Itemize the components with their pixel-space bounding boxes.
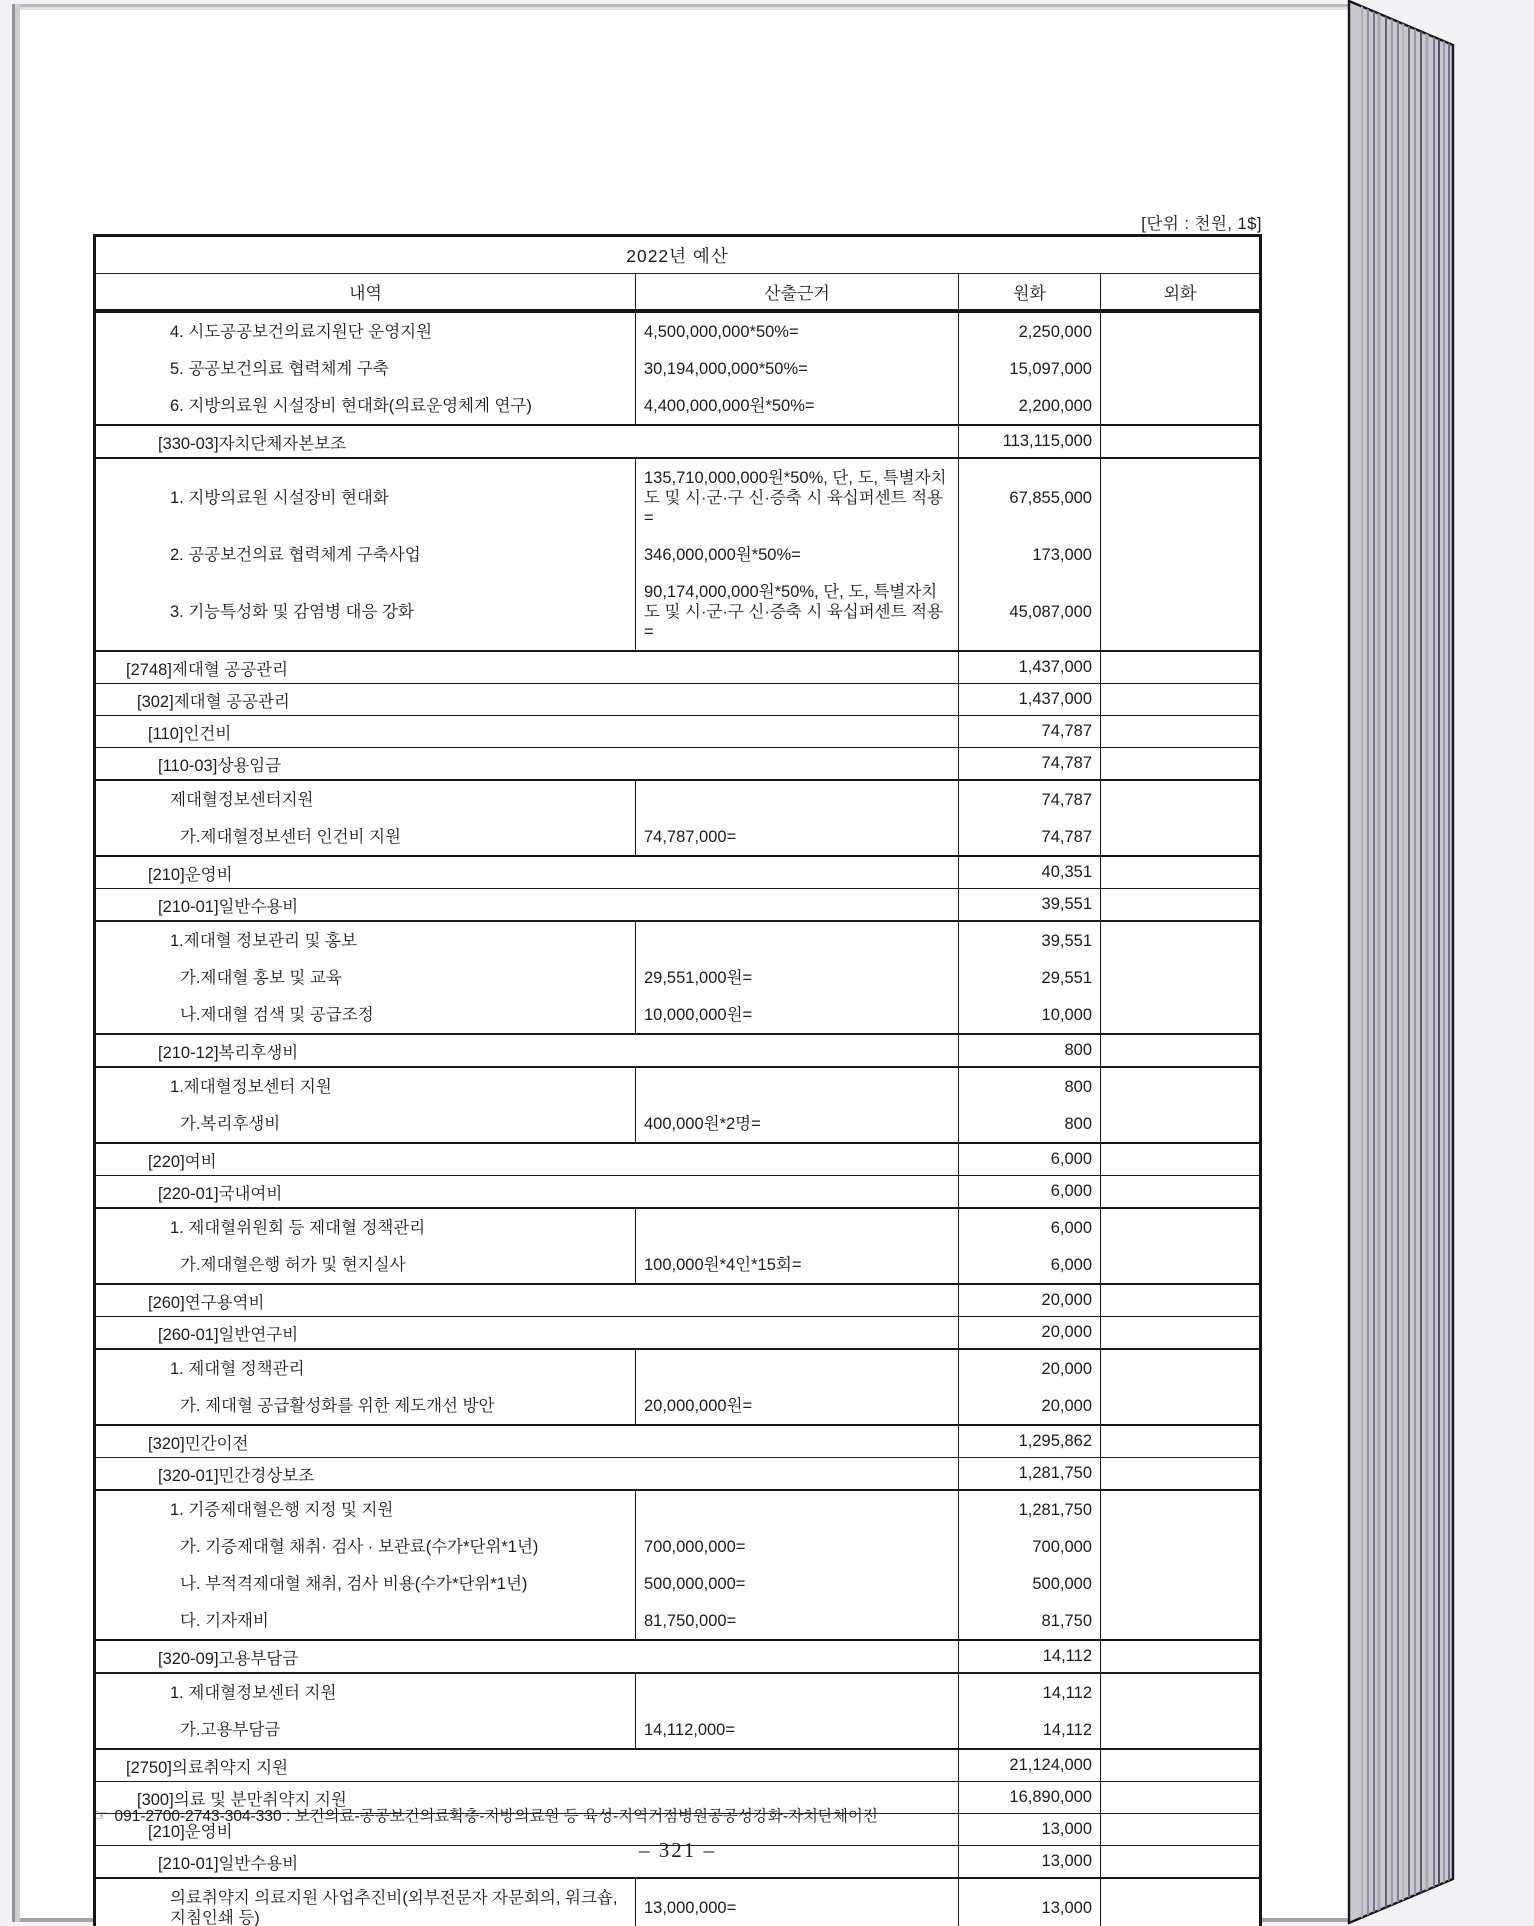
section-krw-amount: 1,295,862 xyxy=(958,1426,1100,1457)
item-krw-amount: 173,000 xyxy=(958,536,1100,573)
item-calc-basis: 13,000,000= xyxy=(635,1879,958,1926)
pointing-hand-icon: ☞ xyxy=(94,1807,108,1824)
col-header-detail: 내역 xyxy=(349,284,382,303)
item-foreign-amount xyxy=(1100,922,1259,959)
page-stack-edge xyxy=(1346,0,1464,1926)
section-label: [210-12]복리후생비 xyxy=(158,1043,299,1062)
section-foreign-amount xyxy=(1100,1144,1259,1175)
section-label: [210]운영비 xyxy=(148,1822,233,1841)
item-calc-basis: 4,500,000,000*50%= xyxy=(635,313,958,350)
section-krw-amount: 74,787 xyxy=(958,748,1100,779)
item-calc-basis xyxy=(635,1491,958,1528)
item-krw-amount: 67,855,000 xyxy=(958,459,1100,536)
section-krw-amount: 6,000 xyxy=(958,1176,1100,1207)
table-row-section xyxy=(96,748,1259,780)
item-label: 2. 공공보건의료 협력체계 구축사업 xyxy=(170,545,421,564)
item-calc-basis: 20,000,000원= xyxy=(635,1387,958,1424)
table-row-section xyxy=(96,684,1259,716)
section-krw-amount: 14,112 xyxy=(958,1641,1100,1672)
section-foreign-amount xyxy=(1100,1176,1259,1207)
item-label: 1. 제대혈 정책관리 xyxy=(170,1359,305,1378)
table-row-item-block xyxy=(96,1878,1259,1926)
item-krw-amount: 6,000 xyxy=(958,1209,1100,1246)
item-calc-basis: 346,000,000원*50%= xyxy=(635,536,958,573)
table-title: 2022년 예산 xyxy=(96,237,1259,274)
section-label: [330-03]자치단체자본보조 xyxy=(158,434,347,453)
table-row-section xyxy=(96,716,1259,748)
table-column-header-row xyxy=(96,274,1259,312)
item-krw-amount: 14,112 xyxy=(958,1674,1100,1711)
item-foreign-amount xyxy=(1100,1528,1259,1565)
paper-sheet xyxy=(12,4,1354,1926)
item-calc-basis: 81,750,000= xyxy=(635,1602,958,1639)
table-row-item-block xyxy=(96,1349,1259,1426)
unit-label: [단위 : 천원, 1$] xyxy=(1141,215,1262,233)
section-label: [220-01]국내여비 xyxy=(158,1184,283,1203)
budget-table xyxy=(93,234,1262,1926)
item-foreign-amount xyxy=(1100,1387,1259,1424)
item-foreign-amount xyxy=(1100,1602,1259,1639)
table-row-section xyxy=(96,1426,1259,1458)
item-foreign-amount xyxy=(1100,1105,1259,1142)
item-calc-basis: 30,194,000,000*50%= xyxy=(635,350,958,387)
item-krw-amount: 10,000 xyxy=(958,996,1100,1033)
item-label: 나.제대혈 검색 및 공급조정 xyxy=(180,1005,374,1024)
section-label: [260]연구용역비 xyxy=(148,1293,265,1312)
table-row-section xyxy=(96,1750,1259,1782)
table-row-item-block xyxy=(96,780,1259,857)
col-header-foreign: 외화 xyxy=(1100,274,1259,309)
item-label: 다. 기자재비 xyxy=(180,1611,269,1630)
table-row-section xyxy=(96,1458,1259,1490)
item-calc-basis xyxy=(635,922,958,959)
table-row-section xyxy=(96,1641,1259,1673)
table-row-section xyxy=(96,426,1259,458)
section-krw-amount: 1,281,750 xyxy=(958,1458,1100,1489)
item-krw-amount: 2,200,000 xyxy=(958,387,1100,424)
col-header-krw: 원화 xyxy=(958,274,1100,309)
section-krw-amount: 1,437,000 xyxy=(958,684,1100,715)
item-label: 1. 기증제대혈은행 지정 및 지원 xyxy=(170,1500,394,1519)
item-calc-basis xyxy=(635,1350,958,1387)
item-label: 1. 지방의료원 시설장비 현대화 xyxy=(170,488,389,507)
table-row-section xyxy=(96,1035,1259,1067)
item-label: 가.고용부담금 xyxy=(180,1720,281,1739)
section-foreign-amount xyxy=(1100,1458,1259,1489)
item-krw-amount: 800 xyxy=(958,1068,1100,1105)
section-krw-amount: 39,551 xyxy=(958,889,1100,920)
footnote-text: 091-2700-2743-304-330 : 보건의료-공공보건의료확충-지방의료원 등 육성-지역거점병원공공성강화-자치단체이전 xyxy=(114,1808,878,1825)
item-label: 가. 기증제대혈 채취· 검사 · 보관료(수가*단위*1년) xyxy=(180,1537,539,1556)
item-foreign-amount xyxy=(1100,573,1259,650)
section-krw-amount: 21,124,000 xyxy=(958,1750,1100,1781)
section-krw-amount: 16,890,000 xyxy=(958,1782,1100,1813)
section-foreign-amount xyxy=(1100,889,1259,920)
section-foreign-amount xyxy=(1100,857,1259,888)
section-label: [110-03]상용임금 xyxy=(158,756,282,775)
section-label: [210-01]일반수용비 xyxy=(158,897,299,916)
section-label: [210-01]일반수용비 xyxy=(158,1854,299,1873)
item-label: 나. 부적격제대혈 채취, 검사 비용(수가*단위*1년) xyxy=(180,1574,528,1593)
item-foreign-amount xyxy=(1100,781,1259,818)
item-calc-basis: 10,000,000원= xyxy=(635,996,958,1033)
item-krw-amount: 74,787 xyxy=(958,781,1100,818)
section-label: [320-01]민간경상보조 xyxy=(158,1466,315,1485)
section-label: [220]여비 xyxy=(148,1152,217,1171)
section-krw-amount: 74,787 xyxy=(958,716,1100,747)
item-krw-amount: 1,281,750 xyxy=(958,1491,1100,1528)
item-calc-basis: 90,174,000,000원*50%, 단, 도, 특별자치도 및 시·군·구 신·증축 시 육십퍼센트 적용= xyxy=(635,573,958,650)
section-foreign-amount xyxy=(1100,1641,1259,1672)
item-label: 1.제대혈정보센터 지원 xyxy=(170,1077,332,1096)
item-krw-amount: 800 xyxy=(958,1105,1100,1142)
section-foreign-amount xyxy=(1100,652,1259,683)
item-krw-amount: 500,000 xyxy=(958,1565,1100,1602)
table-row-section xyxy=(96,1144,1259,1176)
section-krw-amount: 113,115,000 xyxy=(958,426,1100,457)
item-foreign-amount xyxy=(1100,1068,1259,1105)
item-calc-basis xyxy=(635,1674,958,1711)
page-stack-illustration xyxy=(1346,0,1464,1926)
item-krw-amount: 2,250,000 xyxy=(958,313,1100,350)
section-krw-amount: 6,000 xyxy=(958,1144,1100,1175)
item-krw-amount: 20,000 xyxy=(958,1350,1100,1387)
item-label: 1. 제대혈정보센터 지원 xyxy=(170,1683,337,1702)
table-row-item-block xyxy=(96,1490,1259,1641)
item-krw-amount: 20,000 xyxy=(958,1387,1100,1424)
table-row-section xyxy=(96,1176,1259,1208)
table-row-item-block xyxy=(96,1673,1259,1750)
item-krw-amount: 81,750 xyxy=(958,1602,1100,1639)
section-label: [302]제대혈 공공관리 xyxy=(137,692,290,711)
table-row-section xyxy=(96,652,1259,684)
table-row-item-block xyxy=(96,1067,1259,1144)
item-foreign-amount xyxy=(1100,387,1259,424)
section-label: [300]의료 및 분만취약지 지원 xyxy=(137,1790,347,1809)
item-foreign-amount xyxy=(1100,996,1259,1033)
section-foreign-amount xyxy=(1100,1285,1259,1316)
item-foreign-amount xyxy=(1100,1674,1259,1711)
item-label: 가.복리후생비 xyxy=(180,1114,281,1133)
table-rows xyxy=(96,312,1259,1926)
item-label: 6. 지방의료원 시설장비 현대화(의료운영체계 연구) xyxy=(170,396,532,415)
section-label: [2750]의료취약지 지원 xyxy=(126,1758,289,1777)
section-krw-amount: 800 xyxy=(958,1035,1100,1066)
item-krw-amount: 13,000 xyxy=(958,1879,1100,1926)
table-row-section xyxy=(96,889,1259,921)
footnote xyxy=(94,1804,1274,1826)
section-krw-amount: 40,351 xyxy=(958,857,1100,888)
item-foreign-amount xyxy=(1100,459,1259,536)
item-calc-basis: 4,400,000,000원*50%= xyxy=(635,387,958,424)
section-label: [320]민간이전 xyxy=(148,1434,249,1453)
item-calc-basis: 700,000,000= xyxy=(635,1528,958,1565)
item-krw-amount: 700,000 xyxy=(958,1528,1100,1565)
table-row-item-block xyxy=(96,1208,1259,1285)
item-label: 가.제대혈은행 허가 및 현지실사 xyxy=(180,1255,406,1274)
table-row-item-block xyxy=(96,921,1259,1035)
section-label: [320-09]고용부담금 xyxy=(158,1649,299,1668)
item-foreign-amount xyxy=(1100,1350,1259,1387)
item-label: 5. 공공보건의료 협력체계 구축 xyxy=(170,359,389,378)
section-label: [2748]제대혈 공공관리 xyxy=(126,660,289,679)
item-krw-amount: 74,787 xyxy=(958,818,1100,855)
item-krw-amount: 15,097,000 xyxy=(958,350,1100,387)
item-label: 3. 기능특성화 및 감염병 대응 강화 xyxy=(170,602,414,621)
section-krw-amount: 13,000 xyxy=(958,1846,1100,1877)
section-label: [260-01]일반연구비 xyxy=(158,1325,299,1344)
section-label: [110]인건비 xyxy=(148,724,232,743)
section-foreign-amount xyxy=(1100,1426,1259,1457)
item-calc-basis: 29,551,000원= xyxy=(635,959,958,996)
table-row-item-block xyxy=(96,312,1259,426)
section-foreign-amount xyxy=(1100,684,1259,715)
section-foreign-amount xyxy=(1100,748,1259,779)
item-label: 1.제대혈 정보관리 및 홍보 xyxy=(170,931,357,950)
item-foreign-amount xyxy=(1100,536,1259,573)
item-label: 가. 제대혈 공급활성화를 위한 제도개선 방안 xyxy=(180,1396,495,1415)
section-foreign-amount xyxy=(1100,716,1259,747)
section-foreign-amount xyxy=(1100,1750,1259,1781)
table-row-item-block xyxy=(96,458,1259,652)
item-foreign-amount xyxy=(1100,959,1259,996)
item-calc-basis: 100,000원*4인*15회= xyxy=(635,1246,958,1283)
section-foreign-amount xyxy=(1100,426,1259,457)
section-foreign-amount xyxy=(1100,1035,1259,1066)
item-calc-basis xyxy=(635,1068,958,1105)
item-foreign-amount xyxy=(1100,350,1259,387)
page-number: – 321 – xyxy=(639,1838,716,1862)
item-calc-basis: 135,710,000,000원*50%, 단, 도, 특별자치도 및 시·군·구 신·증축 시 육십퍼센트 적용= xyxy=(635,459,958,536)
item-label: 가.제대혈정보센터 인건비 지원 xyxy=(180,827,401,846)
item-krw-amount: 45,087,000 xyxy=(958,573,1100,650)
item-foreign-amount xyxy=(1100,1711,1259,1748)
item-label: 1. 제대혈위원회 등 제대혈 정책관리 xyxy=(170,1218,426,1237)
item-foreign-amount xyxy=(1100,1246,1259,1283)
section-krw-amount: 1,437,000 xyxy=(958,652,1100,683)
item-foreign-amount xyxy=(1100,313,1259,350)
item-krw-amount: 29,551 xyxy=(958,959,1100,996)
item-krw-amount: 39,551 xyxy=(958,922,1100,959)
item-calc-basis: 500,000,000= xyxy=(635,1565,958,1602)
item-foreign-amount xyxy=(1100,1209,1259,1246)
col-header-basis: 산출근거 xyxy=(635,274,958,309)
item-krw-amount: 6,000 xyxy=(958,1246,1100,1283)
item-label: 제대혈정보센터지원 xyxy=(170,790,314,809)
section-label: [210]운영비 xyxy=(148,865,233,884)
section-krw-amount: 20,000 xyxy=(958,1285,1100,1316)
table-row-section xyxy=(96,1317,1259,1349)
item-label: 가.제대혈 홍보 및 교육 xyxy=(180,968,342,987)
item-foreign-amount xyxy=(1100,818,1259,855)
item-calc-basis: 74,787,000= xyxy=(635,818,958,855)
item-foreign-amount xyxy=(1100,1879,1259,1926)
item-calc-basis xyxy=(635,1209,958,1246)
item-calc-basis: 400,000원*2명= xyxy=(635,1105,958,1142)
item-calc-basis xyxy=(635,781,958,818)
table-row-section xyxy=(96,1285,1259,1317)
item-label: 의료취약지 의료지원 사업추진비(외부전문자 자문회의, 워크숍, 지침인쇄 등) xyxy=(170,1888,618,1926)
section-krw-amount: 20,000 xyxy=(958,1317,1100,1348)
section-krw-amount: 13,000 xyxy=(958,1814,1100,1845)
item-label: 4. 시도공공보건의료지원단 운영지원 xyxy=(170,322,433,341)
table-row-section xyxy=(96,857,1259,889)
item-krw-amount: 14,112 xyxy=(958,1711,1100,1748)
item-foreign-amount xyxy=(1100,1565,1259,1602)
section-foreign-amount xyxy=(1100,1317,1259,1348)
item-foreign-amount xyxy=(1100,1491,1259,1528)
item-calc-basis: 14,112,000= xyxy=(635,1711,958,1748)
